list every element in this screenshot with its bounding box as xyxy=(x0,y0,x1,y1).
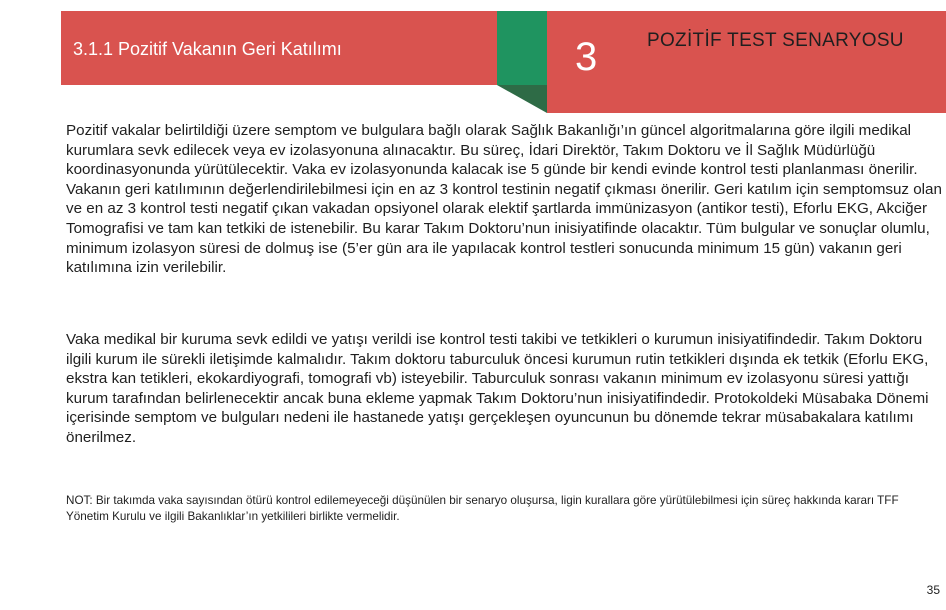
chapter-title: POZİTİF TEST SENARYOSU xyxy=(647,30,904,51)
green-fold-decoration xyxy=(497,85,547,113)
body-paragraph-1: Pozitif vakalar belirtildiği üzere semptom ve bulgulara bağlı olarak Sağlık Bakanlığı’ın güncel algoritmalarına göre ilgili medikal kurumlara sevk edilecek veya ev izolasyonuna alınacaktır. Bu süreç, İdari Direktör, Takım Doktoru ve İl Sağlık Müdürlüğü koordinasyonunda yürütülecektir. Vaka ev izolasyonunda kalacak ise 5 günde bir kendi evinde kontrol testi planlanması önerilir. Vakanın geri katılımının değerlendirilebilmesi için en az 3 kontrol testinin negatif çıkması önerilir. Geri katılım için semptomsuz olan ve en az 3 kontrol testi negatif çıkan vakadan opsiyonel olarak elektif şartlarda immünizasyon (antikor testi), Eforlu EKG, Akciğer Tomografisi ve tam kan tetkiki de istenebilir. Bu karar Takım Doktoru’nun inisiyatifinde olacaktır. Tüm bulgular ve sonuçlar olumlu, minimum izolasyon süresi de dolmuş ise (5’er gün ara ile yapılacak kontrol testleri sonucunda minimum 15 gün) vakanın geri katılımına izin verilebilir. xyxy=(66,122,942,277)
note-text: NOT: Bir takımda vaka sayısından ötürü kontrol edilemeyeceği düşünülen bir senaryo oluşursa, ligin kurallara göre yürütülebilmesi için süreç hakkında kararı TFF Yönetim Kurulu ve ilgili Bakanlıklar’ın yetkilileri birlikte vermelidir. xyxy=(66,494,899,523)
chapter-header-band xyxy=(547,11,946,113)
section-title: 3.1.1 Pozitif Vakanın Geri Katılımı xyxy=(73,39,342,59)
body-paragraph-2: Vaka medikal bir kuruma sevk edildi ve yatışı verildi ise kontrol testi takibi ve tetkikleri o kurumun inisiyatifindedir. Takım Doktoru ilgili kurum ile sürekli iletişimde kalmalıdır. Takım doktoru taburculuk öncesi kurumun rutin tetkikleri dışında ek tetkik (Eforlu EKG, ekstra kan tetikleri, ekokardiyografi, tomografi vb) isteyebilir. Taburculuk sonrası vakanın minimum ev izolasyonu süresi yattığı kurum tarafından belirlenecektir ancak buna ekleme yapmak Takım Doktoru’nun inisiyatifindedir. Protokoldeki Müsabaka Dönemi içerisinde semptom ve bulguları nedeni ile hastanede yatışı gerçekleşen oyuncunun bu dönemde tekrar müsabakalara katılımı önerilmez. xyxy=(66,331,929,446)
page-number: 35 xyxy=(926,583,940,597)
section-header-band xyxy=(61,11,497,85)
chapter-number: 3 xyxy=(575,35,598,79)
green-accent-bar xyxy=(497,11,547,85)
